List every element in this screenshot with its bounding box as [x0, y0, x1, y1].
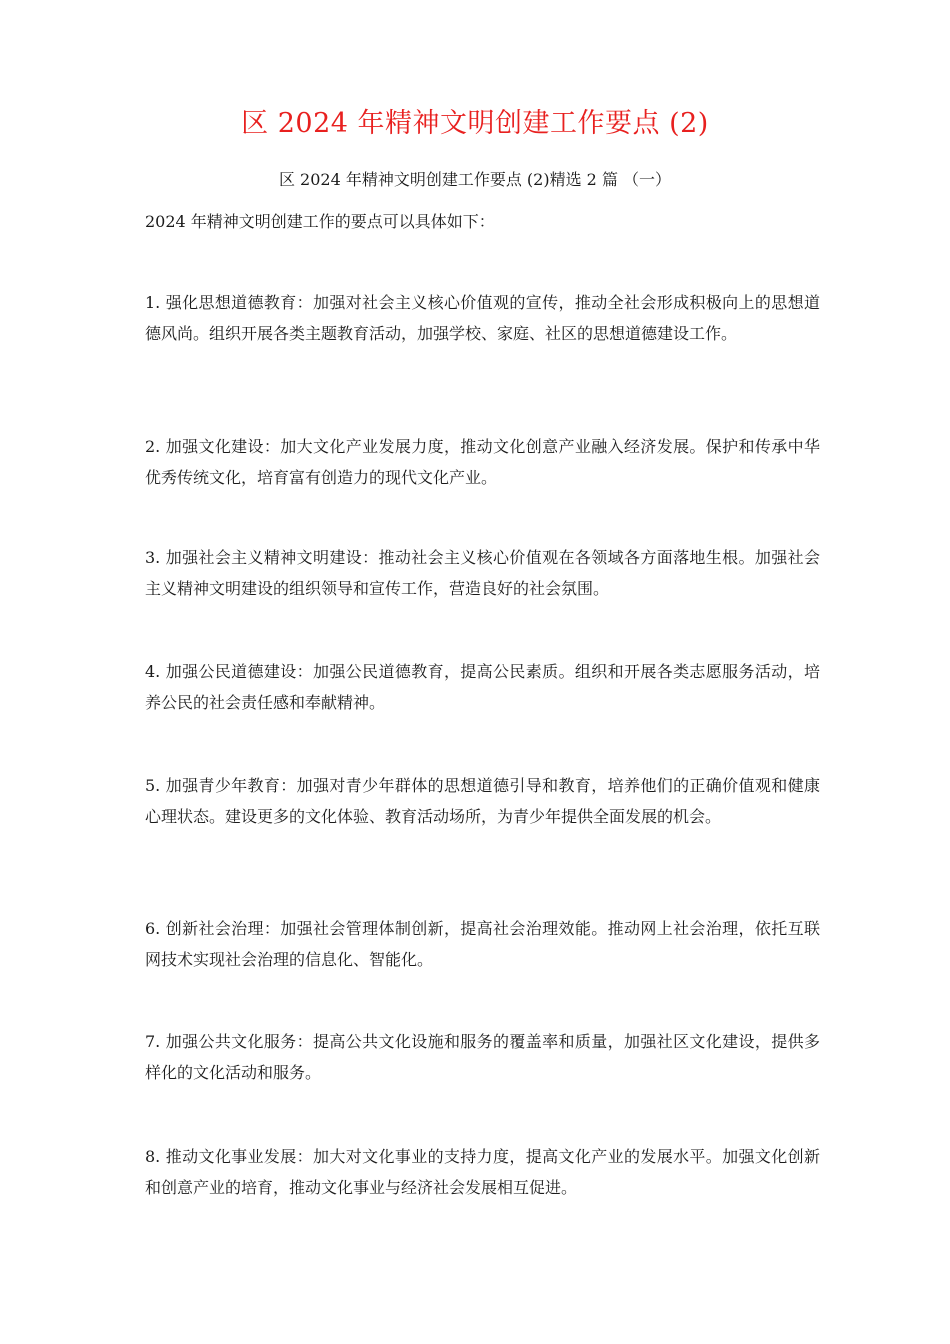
list-item: 5. 加强青少年教育：加强对青少年群体的思想道德引导和教育，培养他们的正确价值观和健康心理状态。建设更多的文化体验、教育活动场所，为青少年提供全面发展的机会。 — [145, 776, 820, 826]
list-item: 8. 推动文化事业发展：加大对文化事业的支持力度，提高文化产业的发展水平。加强文化创新和创意产业的培育，推动文化事业与经济社会发展相互促进。 — [145, 1147, 820, 1197]
list-item: 4. 加强公民道德建设：加强公民道德教育，提高公民素质。组织和开展各类志愿服务活动，培养公民的社会责任感和奉献精神。 — [145, 662, 820, 712]
page-subtitle: 区 2024 年精神文明创建工作要点 (2)精选 2 篇 （一） — [278, 170, 672, 189]
list-item: 7. 加强公共文化服务：提高公共文化设施和服务的覆盖率和质量，加强社区文化建设，提供多样化的文化活动和服务。 — [145, 1032, 820, 1082]
list-item: 2. 加强文化建设：加大文化产业发展力度，推动文化创意产业融入经济发展。保护和传承中华优秀传统文化，培育富有创造力的现代文化产业。 — [145, 437, 820, 487]
list-item: 6. 创新社会治理：加强社会管理体制创新，提高社会治理效能。推动网上社会治理，依托互联网技术实现社会治理的信息化、智能化。 — [145, 919, 820, 969]
intro-paragraph: 2024 年精神文明创建工作的要点可以具体如下： — [145, 212, 495, 231]
page-title: 区 2024 年精神文明创建工作要点 (2) — [241, 108, 709, 139]
list-item: 3. 加强社会主义精神文明建设：推动社会主义核心价值观在各领域各方面落地生根。加强社会主义精神文明建设的组织领导和宣传工作，营造良好的社会氛围。 — [145, 548, 820, 598]
list-item: 1. 强化思想道德教育：加强对社会主义核心价值观的宣传，推动全社会形成积极向上的思想道德风尚。组织开展各类主题教育活动，加强学校、家庭、社区的思想道德建设工作。 — [145, 293, 820, 343]
